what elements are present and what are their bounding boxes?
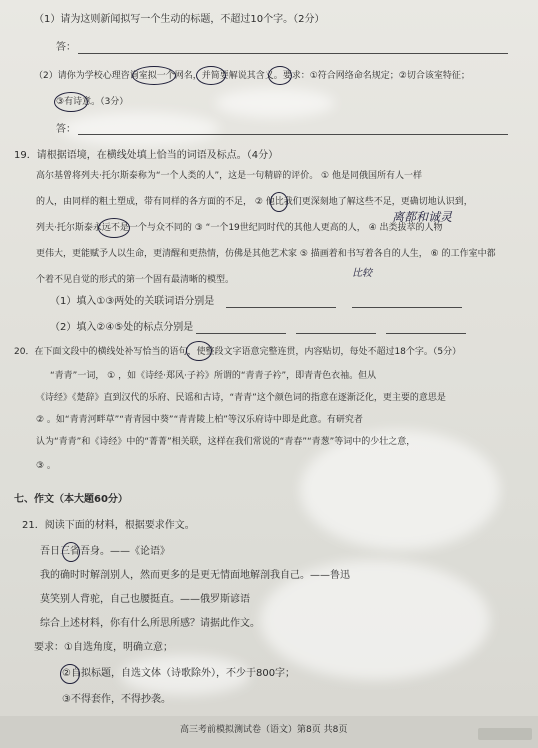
material-quote: 我的确时时解剖别人，然而更多的是更无情面地解剖我自己。——鲁迅 <box>40 570 350 581</box>
section-heading: 七、作文（本大题60分） <box>14 494 128 505</box>
q20-line: 《诗经》《楚辞》直到汉代的乐府、民谣和古诗，“青青”这个颜色词的指意在逐渐泛化，更主要的意思是 <box>36 393 446 403</box>
pen-circle <box>270 192 288 212</box>
q21-heading: 21．阅读下面的材料，根据要求作文。 <box>22 520 195 531</box>
handwritten-note: 离都和诚灵 <box>392 210 453 224</box>
requirement: 要求：①自选角度，明确立意； <box>34 642 173 653</box>
q19-line: 个着不见自觉的形式的第一个固有最清晰的模型。 <box>36 275 235 285</box>
answer-line[interactable] <box>386 333 466 334</box>
q20-line: 认为“青青”和《诗经》中的“菁菁”相关联，这样在我们常说的“青春”“青葱”等词中的少壮之意， <box>36 437 416 447</box>
pen-circle <box>268 66 292 85</box>
erased-smudge <box>300 430 500 550</box>
pen-circle <box>54 92 88 112</box>
q18-part1: （1）请为这则新闻拟写一个生动的标题，不超过10个字。（2分） <box>34 14 325 25</box>
watermark-box <box>478 728 532 740</box>
answer-label: 答： <box>56 42 76 53</box>
material-instruction: 综合上述材料，你有什么所思所感？请据此作文。 <box>40 618 260 629</box>
q19-fill-1: （1）填入①③两处的关联词语分别是 <box>50 296 215 307</box>
q20-heading: 20．在下面文段中的横线处补写恰当的语句，使整段文字语意完整连贯，内容贴切，每处不超过18个字。（5分） <box>14 347 462 357</box>
requirement: ③不得套作，不得抄袭。 <box>62 694 171 705</box>
q19-line: 高尔基曾将列夫·托尔斯泰称为“一个人类的人”，这是一句精辟的评价。 ① 他是同俄国所有人一样 <box>36 171 422 181</box>
q20-line: “青青”一词， ① ，如《诗经·郑风·子衿》所谓的“青青子衿”，即青青色衣袖。但从 <box>50 371 377 381</box>
pen-circle <box>98 218 130 238</box>
answer-line[interactable] <box>226 307 336 308</box>
pen-circle <box>132 66 176 85</box>
page-footer: 高三考前模拟测试卷（语文）第8页 共8页 <box>180 725 348 735</box>
q18-part2: （2）请你为学校心理咨询室拟一个网名，并简要解说其含义。要求：①符合网络命名规定；②切合该室特征； <box>34 71 470 81</box>
material-quote: 吾日三省吾身。——《论语》 <box>40 546 170 557</box>
q20-line: ② 。如“青青河畔草”“青青园中葵”“青青陵上柏”等汉乐府诗中即是此意。有研究者 <box>36 415 363 425</box>
pen-circle <box>60 664 80 684</box>
erased-smudge <box>215 88 335 118</box>
q19-line: 更伟大，更能赋予人以生命，更清醒和更热情，仿佛是其他艺术家 ⑤ 描画着和书写着各自的人生， ⑥ 的工作室中都 <box>36 249 496 259</box>
q19-fill-2: （2）填入②④⑤处的标点分别是 <box>50 322 194 333</box>
handwritten-note: 比较 <box>352 268 372 279</box>
answer-line[interactable] <box>352 307 462 308</box>
pen-circle <box>186 341 212 361</box>
pen-circle <box>196 66 226 85</box>
erased-smudge <box>60 112 220 146</box>
answer-label: 答： <box>56 124 76 135</box>
q19-line: 列夫·托尔斯泰永远不是一个与众不同的 ③ “一个19世纪同时代的其他人更高的人， ④ 出类拔萃的人物 <box>36 223 443 233</box>
q19-heading: 19．请根据语境，在横线处填上恰当的词语及标点。（4分） <box>14 150 279 161</box>
q19-line: 的人，由同样的粗土塑成，带有同样的各方面的不足， ② 他比我们更深刻地了解这些不足，更确切地认识到， <box>36 197 473 207</box>
answer-line[interactable] <box>78 53 508 54</box>
q18-part2-requirement: ③有诗意。（3分） <box>56 97 129 107</box>
requirement: ②自拟标题，自选文体（诗歌除外），不少于800字； <box>62 668 296 679</box>
answer-line[interactable] <box>78 134 508 135</box>
material-quote: 莫笑别人背驼，自己也腰挺直。——俄罗斯谚语 <box>40 594 250 605</box>
answer-line[interactable] <box>196 333 286 334</box>
pen-circle <box>62 542 80 562</box>
q20-line: ③ 。 <box>36 461 56 471</box>
answer-line[interactable] <box>296 333 376 334</box>
